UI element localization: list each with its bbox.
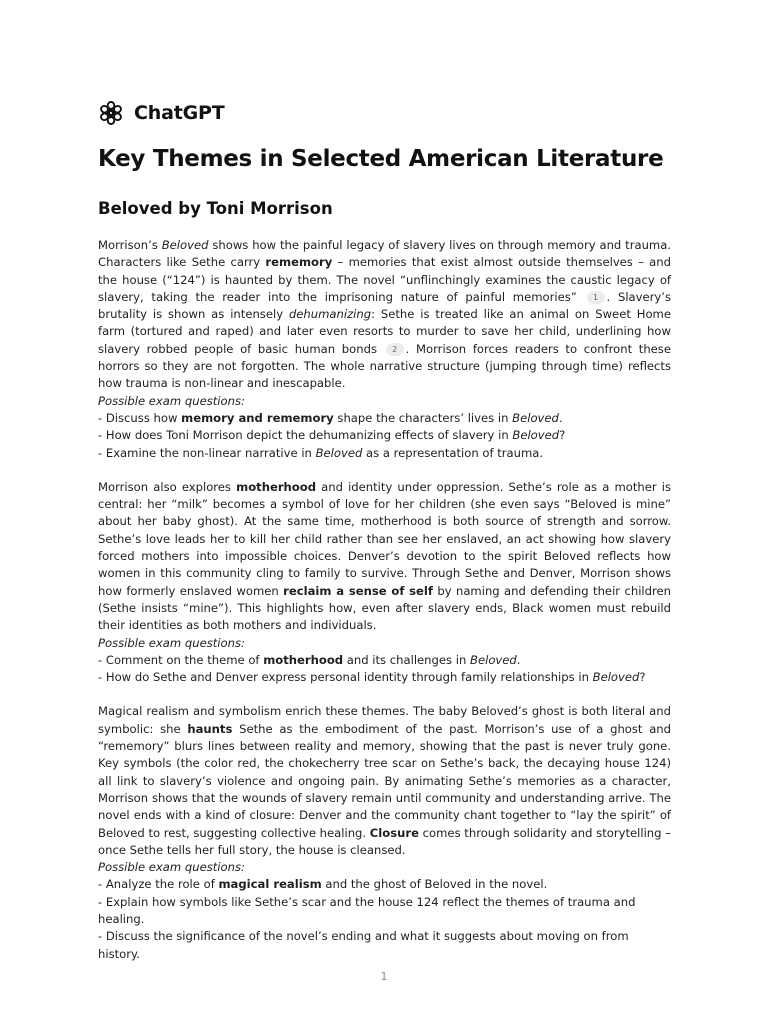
italic-text: Beloved <box>512 428 560 443</box>
text-run: - Analyze the role of <box>98 877 219 892</box>
exam-question <box>98 894 671 929</box>
text-run: Morrison also explores <box>98 479 237 494</box>
text-run: . <box>516 652 521 667</box>
document-title: Key Themes in Selected American Literature <box>98 146 664 172</box>
exam-questions-label: Possible exam questions: <box>98 635 245 650</box>
exam-question <box>98 427 671 444</box>
text-run: - Discuss the significance of the novel’s ending and what it suggests about moving on from history. <box>98 929 629 961</box>
text-run: – memories that exist almost outside themselves – and the house (“124”) is haunted by them. The novel “unflinchingly examines the caustic legacy of slavery, taking the reader into the imprisoning nature of painful memories” <box>98 255 671 304</box>
bold-text: haunts <box>187 721 233 736</box>
text-run: and its challenges in <box>343 652 471 667</box>
bold-text: magical realism <box>218 877 322 892</box>
text-run: and the ghost of Beloved in the novel. <box>321 877 548 892</box>
exam-question <box>98 876 671 893</box>
exam-question <box>98 669 671 686</box>
text-run: as a representation of trauma. <box>362 445 544 460</box>
italic-text: Beloved <box>161 238 209 252</box>
text-run: . <box>558 410 563 425</box>
text-run: - How does Toni Morrison depict the dehumanizing effects of slavery in <box>98 428 513 443</box>
exam-question <box>98 410 671 427</box>
text-run: by naming and defending their children (Sethe insists “mine”). This highlights how, even after slavery ends, Black women must rebuild their identities as both mothers and individuals. <box>98 583 671 633</box>
text-run: - Discuss how <box>98 410 182 425</box>
text-run: ? <box>559 428 566 443</box>
exam-question <box>98 928 671 963</box>
exam-question <box>98 445 671 462</box>
bold-text: motherhood <box>263 652 344 667</box>
brand-name: ChatGPT <box>134 102 225 124</box>
text-run: - Comment on the theme of <box>98 652 264 667</box>
theme-section <box>98 703 671 962</box>
bold-text: reclaim a sense of self <box>283 583 433 598</box>
text-run: : Sethe is treated like an animal on Sweet Home farm (tortured and raped) and later even resorts to murder to save her child, underlining how slavery robbed people of basic human bonds <box>98 307 671 356</box>
body-paragraph <box>98 479 671 635</box>
exam-questions-label: Possible exam questions: <box>98 393 245 408</box>
italic-text: Beloved <box>315 445 363 460</box>
exam-questions-label: Possible exam questions: <box>98 860 245 875</box>
text-run: and identity under oppression. Sethe’s role as a mother is central: her “milk” becomes a symbol of love for her children (she even says “Beloved is mine” about her baby ghost). At the same time, motherhood is both source of strength and sorrow. Sethe’s love leads her to kill her child rather than see her enslaved, an act showing how slavery forced mothers into impossible choices. Denver’s devotion to the spirit Beloved reflects how women in this community cling to family to survive. Through Sethe and Denver, Morrison shows how formerly enslaved women <box>98 479 672 598</box>
bold-text: motherhood <box>236 479 317 494</box>
italic-text: dehumanizing <box>288 307 372 322</box>
italic-text: Beloved <box>512 410 559 425</box>
brand-header <box>98 100 224 126</box>
text-run: shape the characters’ lives in <box>333 410 513 425</box>
theme-section <box>98 479 671 687</box>
italic-text: Beloved <box>592 670 640 685</box>
section-heading: Beloved by Toni Morrison <box>98 199 333 218</box>
text-run: - Explain how symbols like Sethe’s scar and the house 124 reflect the themes of trauma and healing. <box>98 894 636 926</box>
bold-text: Closure <box>369 825 419 840</box>
text-run: Sethe as the embodiment of the past. Morrison’s use of a ghost and “rememory” blurs lines between reality and memory, showing that the past is never truly gone. Key symbols (the color red, the chokecherry tree scar on Sethe’s back, the decaying house 124) all link to slavery’s violence and ongoing pain. By animating Sethe’s memories as a character, Morrison shows that the wounds of slavery remain until community and understanding arrive. The novel ends with a kind of closure: Denver and the community chant together to “lay the spirit” of Beloved to rest, suggesting collective healing. <box>98 721 672 840</box>
openai-logo-icon <box>98 100 124 126</box>
text-run: . Morrison forces readers to confront these horrors so they are not forgotten. The whole narrative structure (jumping through time) reflects how trauma is non-linear and inescapable. <box>98 341 671 391</box>
text-run: - Examine the non-linear narrative in <box>98 445 316 460</box>
text-run: . Slavery’s brutality is shown as intensely <box>98 289 671 322</box>
page-number: 1 <box>380 970 388 983</box>
theme-section <box>98 237 671 462</box>
text-run: ? <box>639 670 646 685</box>
text-run: Morrison’s <box>98 238 162 252</box>
exam-question <box>98 652 671 669</box>
citation-badge[interactable]: 2 <box>386 343 404 356</box>
body-paragraph <box>98 703 671 859</box>
text-run: Magical realism and symbolism enrich these themes. The baby Beloved’s ghost is both literal and symbolic: she <box>98 704 671 736</box>
body-paragraph <box>98 237 671 393</box>
italic-text: Beloved <box>470 652 517 667</box>
citation-badge[interactable]: 1 <box>587 291 605 304</box>
text-run: comes through solidarity and storytelling – once Sethe tells her full story, the house is cleansed. <box>98 825 671 857</box>
bold-text: rememory <box>265 255 333 270</box>
bold-text: memory and rememory <box>181 410 334 425</box>
text-run: - How do Sethe and Denver express personal identity through family relationships in <box>98 670 593 685</box>
text-run: shows how the painful legacy of slavery lives on through memory and trauma. Characters like Sethe carry <box>98 238 671 270</box>
document-body <box>98 237 671 963</box>
